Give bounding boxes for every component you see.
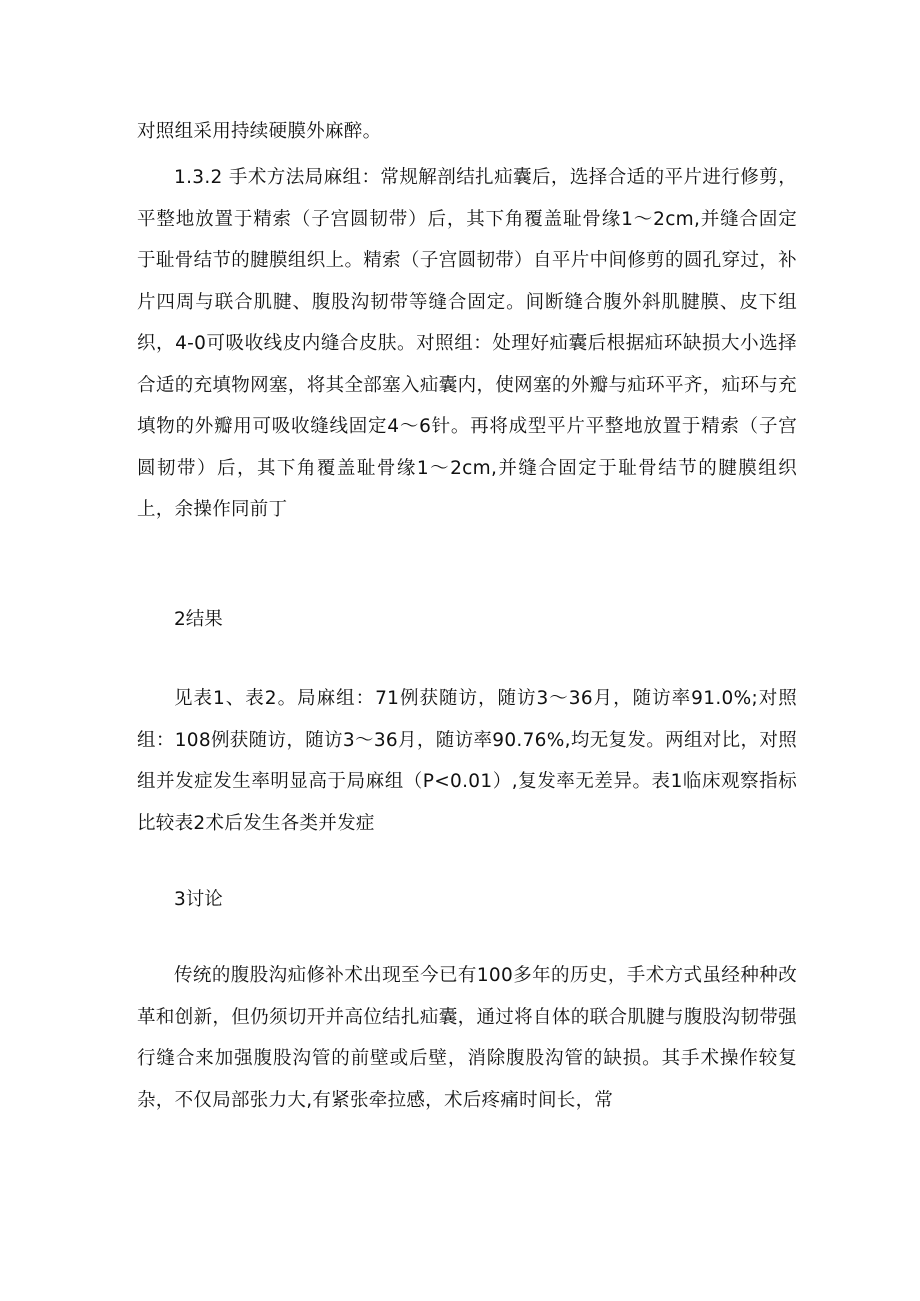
- paragraph-results: 见表1、表2。局麻组：71例获随访，随访3～36月，随访率91.0%;对照组：108例获随访，随访3～36月，随访率90.76%,均无复发。两组对比，对照组并发症发生率明显高于局麻组（P<0.01）,复发率无差异。表1临床观察指标比较表2术后发生各类并发症: [137, 688, 797, 834]
- section-heading-discussion: 3讨论: [174, 889, 223, 910]
- section-heading-results: 2结果: [174, 609, 223, 630]
- paragraph-anesthesia-control: 对照组采用持续硬膜外麻醉。: [137, 121, 382, 142]
- paragraph-discussion: 传统的腹股沟疝修补术出现至今已有100多年的历史，手术方式虽经种种改革和创新，但仍须切开并高位结扎疝囊，通过将自体的联合肌腱与腹股沟韧带强行缝合来加强腹股沟管的前壁或后壁，消除腹股沟管的缺损。其手术操作较复杂，不仅局部张力大,有紧张牵拉感，术后疼痛时间长，常: [137, 965, 797, 1111]
- paragraph-surgical-method: 1.3.2 手术方法局麻组：常规解剖结扎疝囊后，选择合适的平片进行修剪，平整地放置于精索（子宫圆韧带）后，其下角覆盖耻骨缘1～2cm,并缝合固定于耻骨结节的腱膜组织上。精索（子宫圆韧带）自平片中间修剪的圆孔穿过，补片四周与联合肌腱、腹股沟韧带等缝合固定。间断缝合腹外斜肌腱膜、皮下组织，4-0可吸收线皮内缝合皮肤。对照组：处理好疝囊后根据疝环缺损大小选择合适的充填物网塞，将其全部塞入疝囊内，使网塞的外瓣与疝环平齐，疝环与充填物的外瓣用可吸收缝线固定4～6针。再将成型平片平整地放置于精索（子宫圆韧带）后，其下角覆盖耻骨缘1～2cm,并缝合固定于耻骨结节的腱膜组织上，余操作同前丁: [137, 167, 797, 520]
